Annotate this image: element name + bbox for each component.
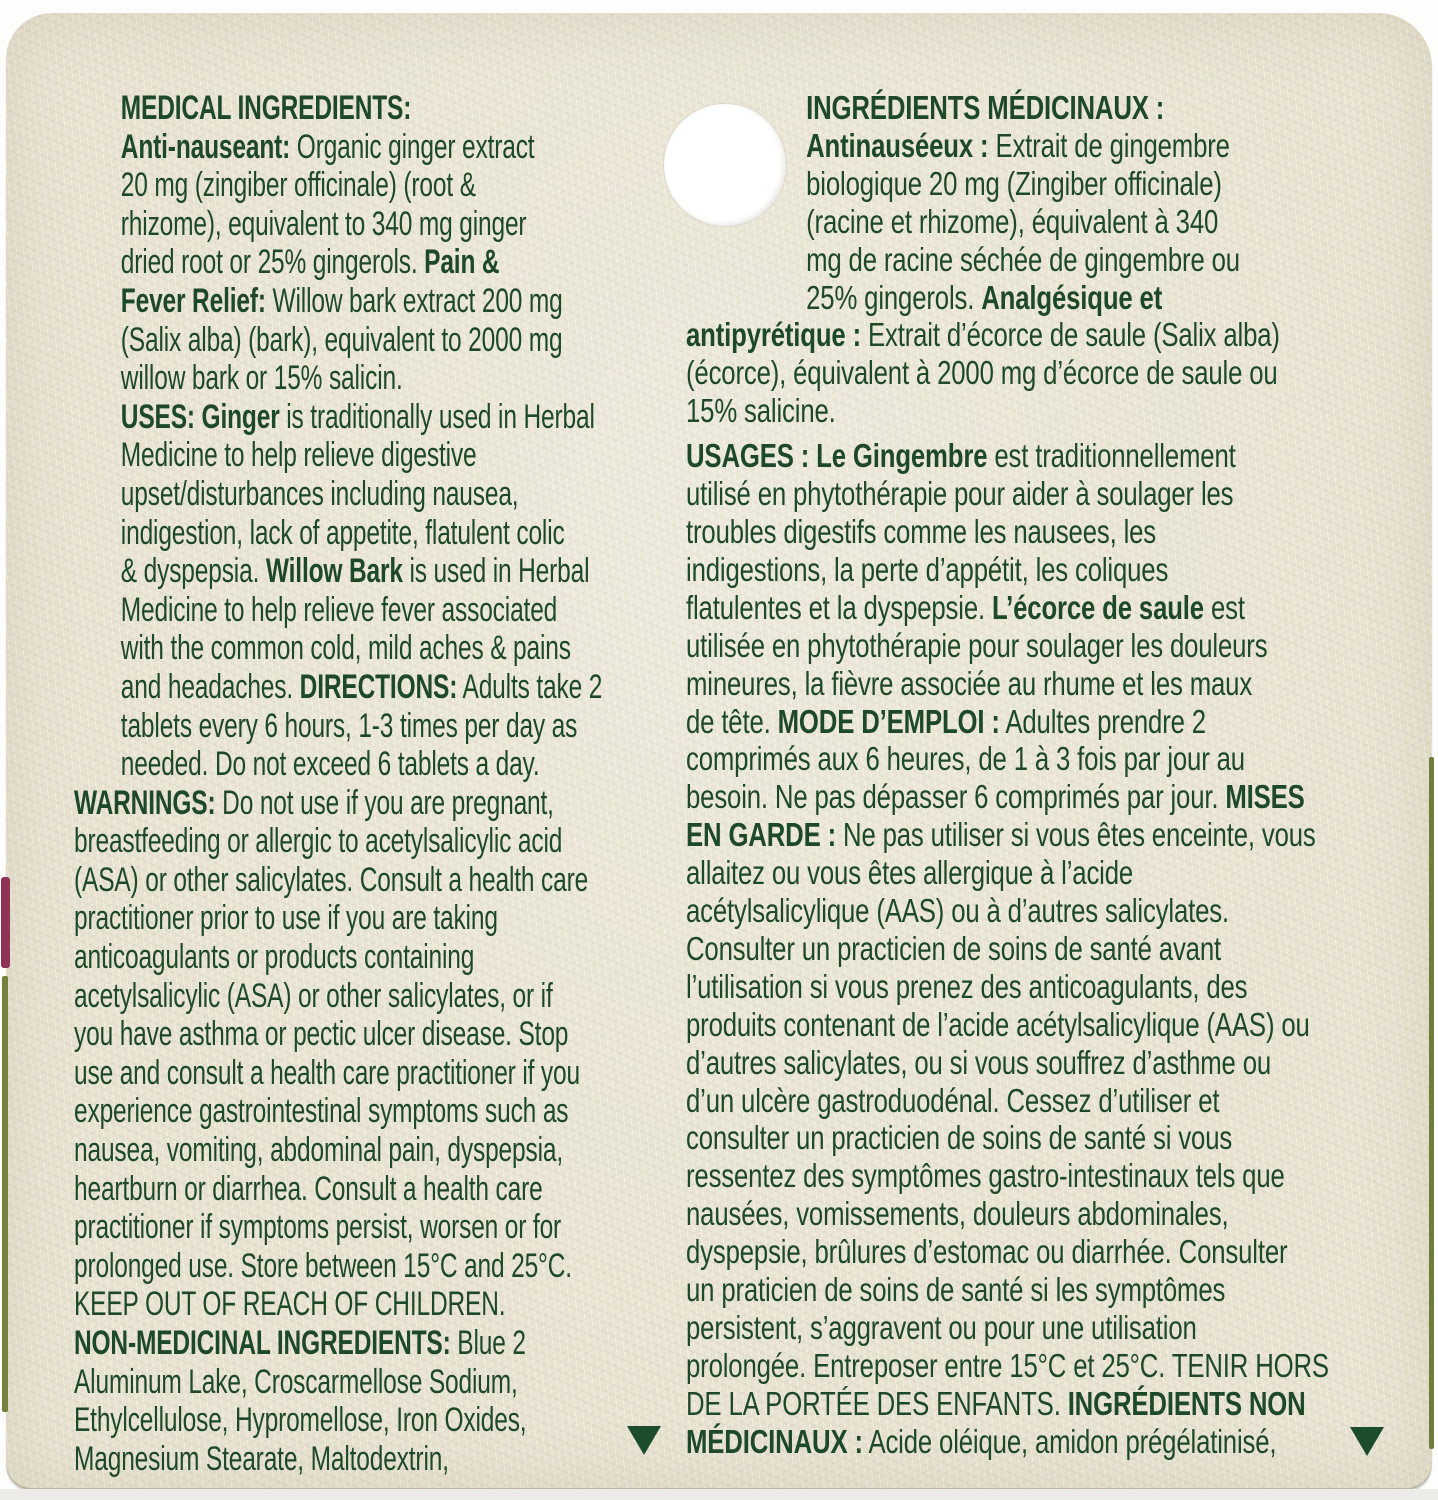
text-line: consulter un practicien de soins de santé si vous <box>686 1119 1233 1157</box>
text-line: utilisé en phytothérapie pour aider à soulager les <box>686 475 1234 513</box>
text-line: ressentez des symptômes gastro-intestinaux tels que <box>686 1157 1285 1195</box>
background-below-package <box>0 1489 1438 1500</box>
text-line: indigestion, lack of appetite, flatulent colic <box>120 513 565 552</box>
text-line: Antinauséeux : Extrait de gingembre <box>806 126 1230 164</box>
text-line: persistent, s’aggravent ou pour une utilisation <box>686 1309 1197 1346</box>
text-line: experience gastrointestinal symptoms such as <box>74 1092 569 1131</box>
text-line: Consulter un practicien de soins de santé avant <box>686 929 1221 967</box>
text-line: Ethylcellulose, Hypromellose, Iron Oxides, <box>74 1401 527 1440</box>
text-line: antipyrétique : Extrait d’écorce de saule (Salix alba) <box>686 316 1280 354</box>
text-line: d’un ulcère gastroduodénal. Cessez d’utiliser et <box>686 1081 1220 1119</box>
text-line: & dyspepsia. Willow Bark is used in Herbal <box>120 552 590 591</box>
text-line: MÉDICINAUX : Acide oléique, amidon prégélatinisé, <box>686 1422 1277 1460</box>
text-line: Anti-nauseant: Organic ginger extract <box>120 127 535 166</box>
package-edge-olive-strip-right <box>1429 757 1434 1449</box>
text-line: 20 mg (zingiber officinale) (root & <box>120 166 476 205</box>
text-line: nausées, vomissements, douleurs abdominales, <box>686 1195 1229 1233</box>
text-line: troubles digestifs comme les nausees, les <box>686 512 1157 550</box>
text-line: mg de racine séchée de gingembre ou <box>806 240 1240 278</box>
text-line: allaitez ou vous êtes allergique à l’acide <box>686 854 1134 892</box>
text-line: practitioner if symptoms persist, worsen or for <box>74 1208 562 1247</box>
text-line: with the common cold, mild aches & pains <box>120 629 571 668</box>
text-line: (ASA) or other salicylates. Consult a health care <box>74 860 589 899</box>
package-edge-olive-strip-left <box>2 976 8 1412</box>
text-line: indigestions, la perte d’appétit, les coliques <box>686 550 1169 588</box>
package-edge-maroon-strip <box>1 877 10 968</box>
text-line: d’autres salicylates, ou si vous souffrez d’asthme ou <box>686 1043 1272 1081</box>
text-line: WARNINGS: Do not use if you are pregnant, <box>74 783 554 822</box>
text-line: un praticien de soins de santé si les symptômes <box>686 1271 1226 1309</box>
text-line: rhizome), equivalent to 340 mg ginger <box>120 204 527 243</box>
text-line: produits contenant de l’acide acétylsalicylique (AAS) ou <box>686 1005 1310 1043</box>
text-line: upset/disturbances including nausea, <box>120 474 519 513</box>
text-line: prolonged use. Store between 15°C and 25°C. <box>74 1246 572 1285</box>
text-line: comprimés aux 6 heures, de 1 à 3 fois par jour au <box>686 740 1245 778</box>
text-line: l’utilisation si vous prenez des anticoagulants, des <box>686 967 1248 1005</box>
text-line: Fever Relief: Willow bark extract 200 mg <box>120 281 563 320</box>
text-line: acetylsalicylic (ASA) or other salicylates, or if <box>74 976 553 1015</box>
text-line: prolongée. Entreposer entre 15°C et 25°C. TENIR HORS <box>686 1346 1329 1384</box>
down-triangle-icon <box>627 1426 661 1455</box>
text-line: USES: Ginger is traditionally used in Herbal <box>120 397 595 436</box>
package-back-panel <box>6 13 1432 1490</box>
text-line: 25% gingerols. Analgésique et <box>806 278 1163 316</box>
text-line: use and consult a health care practitioner if you <box>74 1053 580 1092</box>
text-line: flatulentes et la dyspepsie. L’écorce de saule est <box>686 588 1245 626</box>
text-line: KEEP OUT OF REACH OF CHILDREN. <box>74 1285 506 1324</box>
text-line: Medicine to help relieve digestive <box>120 436 477 475</box>
text-line: EN GARDE : Ne pas utiliser si vous êtes enceinte, vous <box>686 816 1316 854</box>
text-line: heartburn or diarrhea. Consult a health care <box>74 1169 543 1208</box>
text-line: 15% salicine. <box>686 392 836 430</box>
english-text-column <box>74 89 679 1478</box>
text-line: needed. Do not exceed 6 tablets a day. <box>120 745 540 784</box>
text-line: USAGES : Le Gingembre est traditionnellement <box>686 437 1236 475</box>
text-line: (Salix alba) (bark), equivalent to 2000 mg <box>120 320 563 359</box>
text-line: MEDICAL INGREDIENTS: <box>120 89 412 127</box>
text-line: INGRÉDIENTS MÉDICINAUX : <box>806 89 1165 126</box>
text-line: utilisée en phytothérapie pour soulager les douleurs <box>686 626 1268 664</box>
text-line: Medicine to help relieve fever associated <box>120 590 558 629</box>
text-line: willow bark or 15% salicin. <box>120 359 403 398</box>
text-line: you have asthma or pectic ulcer disease. Stop <box>74 1015 569 1054</box>
text-line: acétylsalicylique (AAS) ou à d’autres salicylates. <box>686 892 1230 930</box>
text-line: breastfeeding or allergic to acetylsalicylic acid <box>74 822 563 861</box>
down-triangle-icon <box>1350 1427 1384 1456</box>
text-line: dried root or 25% gingerols. Pain & <box>120 243 500 282</box>
text-line: nausea, vomiting, abdominal pain, dyspepsia, <box>74 1131 564 1170</box>
text-line: de tête. MODE D’EMPLOI : Adultes prendre 2 <box>686 702 1206 740</box>
text-line: (écorce), équivalent à 2000 mg d’écorce de saule ou <box>686 354 1278 392</box>
text-line: dyspepsie, brûlures d’estomac ou diarrhée. Consulter <box>686 1233 1288 1271</box>
french-text-column <box>686 89 1419 1461</box>
text-line: tablets every 6 hours, 1-3 times per day as <box>120 706 578 745</box>
text-line: besoin. Ne pas dépasser 6 comprimés par jour. MISES <box>686 778 1305 816</box>
text-line: Magnesium Stearate, Maltodextrin, <box>74 1439 449 1478</box>
text-line: and headaches. DIRECTIONS: Adults take 2 <box>120 667 603 706</box>
text-line: (racine et rhizome), équivalent à 340 <box>806 202 1219 240</box>
text-line: DE LA PORTÉE DES ENFANTS. INGRÉDIENTS NON <box>686 1384 1306 1422</box>
text-line: mineures, la fièvre associée au rhume et les maux <box>686 664 1253 702</box>
text-line: biologique 20 mg (Zingiber officinale) <box>806 164 1222 202</box>
text-line: anticoagulants or products containing <box>74 938 475 977</box>
text-line: Aluminum Lake, Croscarmellose Sodium, <box>74 1362 518 1401</box>
text-line: practitioner prior to use if you are taking <box>74 899 498 938</box>
text-line: NON-MEDICINAL INGREDIENTS: Blue 2 <box>74 1324 526 1362</box>
